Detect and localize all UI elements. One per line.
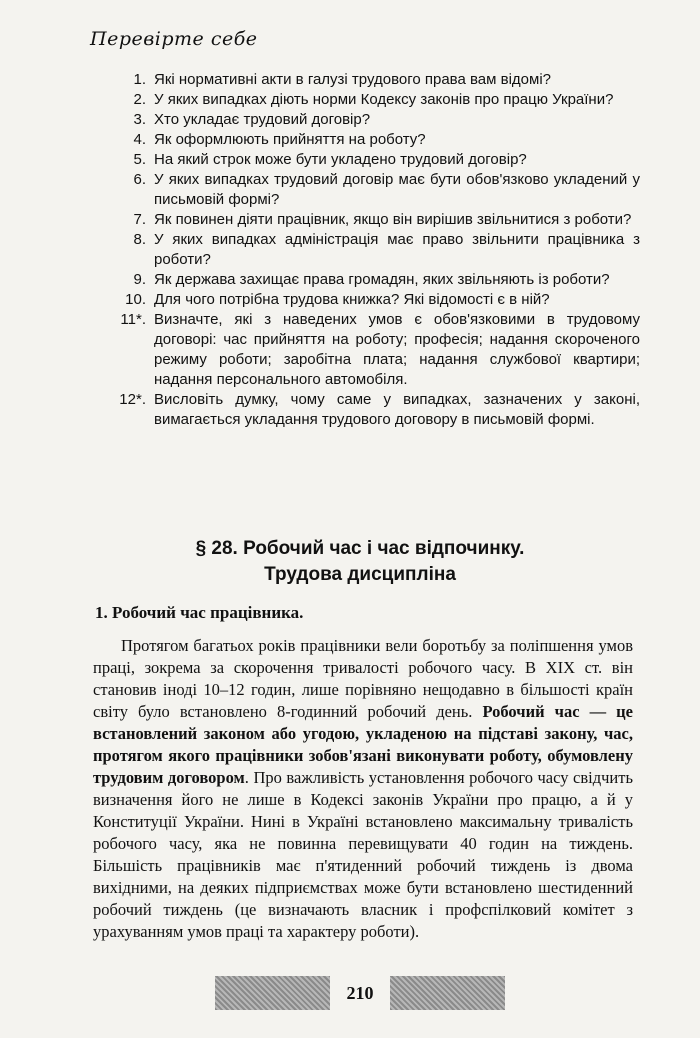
question-number: 5.: [133, 151, 146, 168]
question-text: Для чого потрібна трудова книжка? Які відомості є в ній?: [154, 291, 550, 308]
question-number: 10.: [125, 291, 146, 308]
question-number: 2.: [133, 91, 146, 108]
question-text: На який строк може бути укладено трудовий договір?: [154, 151, 527, 168]
question-text: Як оформлюють прийняття на роботу?: [154, 131, 426, 148]
question-item: [110, 150, 640, 170]
question-text: Висловіть думку, чому саме у випадках, зазначених у законі, вимагається укладання трудового договору в письмовій формі.: [154, 391, 640, 428]
body-paragraph: [93, 635, 633, 943]
question-number: 8.: [133, 231, 146, 248]
section-title: [100, 536, 620, 588]
question-number: 1.: [133, 71, 146, 88]
page-number: 210: [346, 982, 374, 1003]
section-title-line-2: Трудова дисципліна: [264, 564, 456, 585]
question-item: [110, 390, 640, 430]
question-item: [110, 70, 640, 90]
question-item: [110, 270, 640, 290]
question-text: У яких випадках адміністрація має право звільнити працівника з роботи?: [154, 231, 640, 268]
question-text: Як держава захищає права громадян, яких звільняють із роботи?: [154, 271, 610, 288]
definition-bold: Робочий час — це встановлений законом або угодою, укладеною на підставі закону, час, протягом якого працівники зобов'язані виконувати роботу, обумовлену трудовим договором: [93, 702, 633, 787]
question-item: [110, 170, 640, 210]
question-number: 4.: [133, 131, 146, 148]
question-number: 12*.: [119, 391, 146, 408]
question-item: [110, 290, 640, 310]
paragraph-part-1: Протягом багатьох років працівники вели боротьбу за поліпшення умов праці, зокрема за скорочення тривалості робочого часу. В XIX ст. він становив іноді 10–12 годин, лише порівняно нещодавно в більшості країн світу було встановлено 8-годинний робочий день.: [93, 636, 633, 721]
question-text: Які нормативні акти в галузі трудового права вам відомі?: [154, 71, 551, 88]
question-item: [110, 310, 640, 390]
question-item: [110, 210, 640, 230]
question-text: У яких випадках діють норми Кодексу законів про працю України?: [154, 91, 614, 108]
question-text: Як повинен діяти працівник, якщо він вирішив звільнитися з роботи?: [154, 211, 632, 228]
question-number: 6.: [133, 171, 146, 188]
question-item: [110, 110, 640, 130]
question-number: 11*.: [120, 311, 146, 328]
footer-bar-left: [215, 976, 330, 1010]
question-text: Визначте, які з наведених умов є обов'язковими в трудовому договорі: час прийняття на роботу; професія; надання скороченого режиму роботи; заробітна плата; надання службової квартири; надання персонального автомобіля.: [154, 311, 640, 388]
page-footer: [200, 975, 520, 1011]
question-item: [110, 230, 640, 270]
question-number: 7.: [133, 211, 146, 228]
question-number: 3.: [133, 111, 146, 128]
question-item: [110, 130, 640, 150]
question-text: Хто укладає трудовий договір?: [154, 111, 371, 128]
footer-bar-right: [390, 976, 505, 1010]
question-number: 9.: [133, 271, 146, 288]
paragraph-part-2: . Про важливість установлення робочого часу свідчить визначення його не лише в Кодексі законів України про працю, а й у Конституції України. Нині в Україні встановлено максимальну тривалість робочого часу, яка не повинна перевищувати 40 годин на тиждень. Більшість працівників має п'ятиденний робочий тиждень із двома вихідними, на деяких підприємствах може бути встановлено шестиденний робочий тиждень (це визначають власник і профспілковий комітет з урахуванням умов праці та характеру роботи).: [93, 768, 633, 941]
section-title-line-1: § 28. Робочий час і час відпочинку.: [195, 538, 525, 559]
subheading: 1. Робочий час працівника.: [95, 603, 304, 622]
running-head: Перевірте себе: [90, 28, 258, 50]
question-text: У яких випадках трудовий договір має бути обов'язково укладений у письмовій формі?: [154, 171, 640, 208]
review-questions-list: [110, 70, 640, 430]
question-item: [110, 90, 640, 110]
